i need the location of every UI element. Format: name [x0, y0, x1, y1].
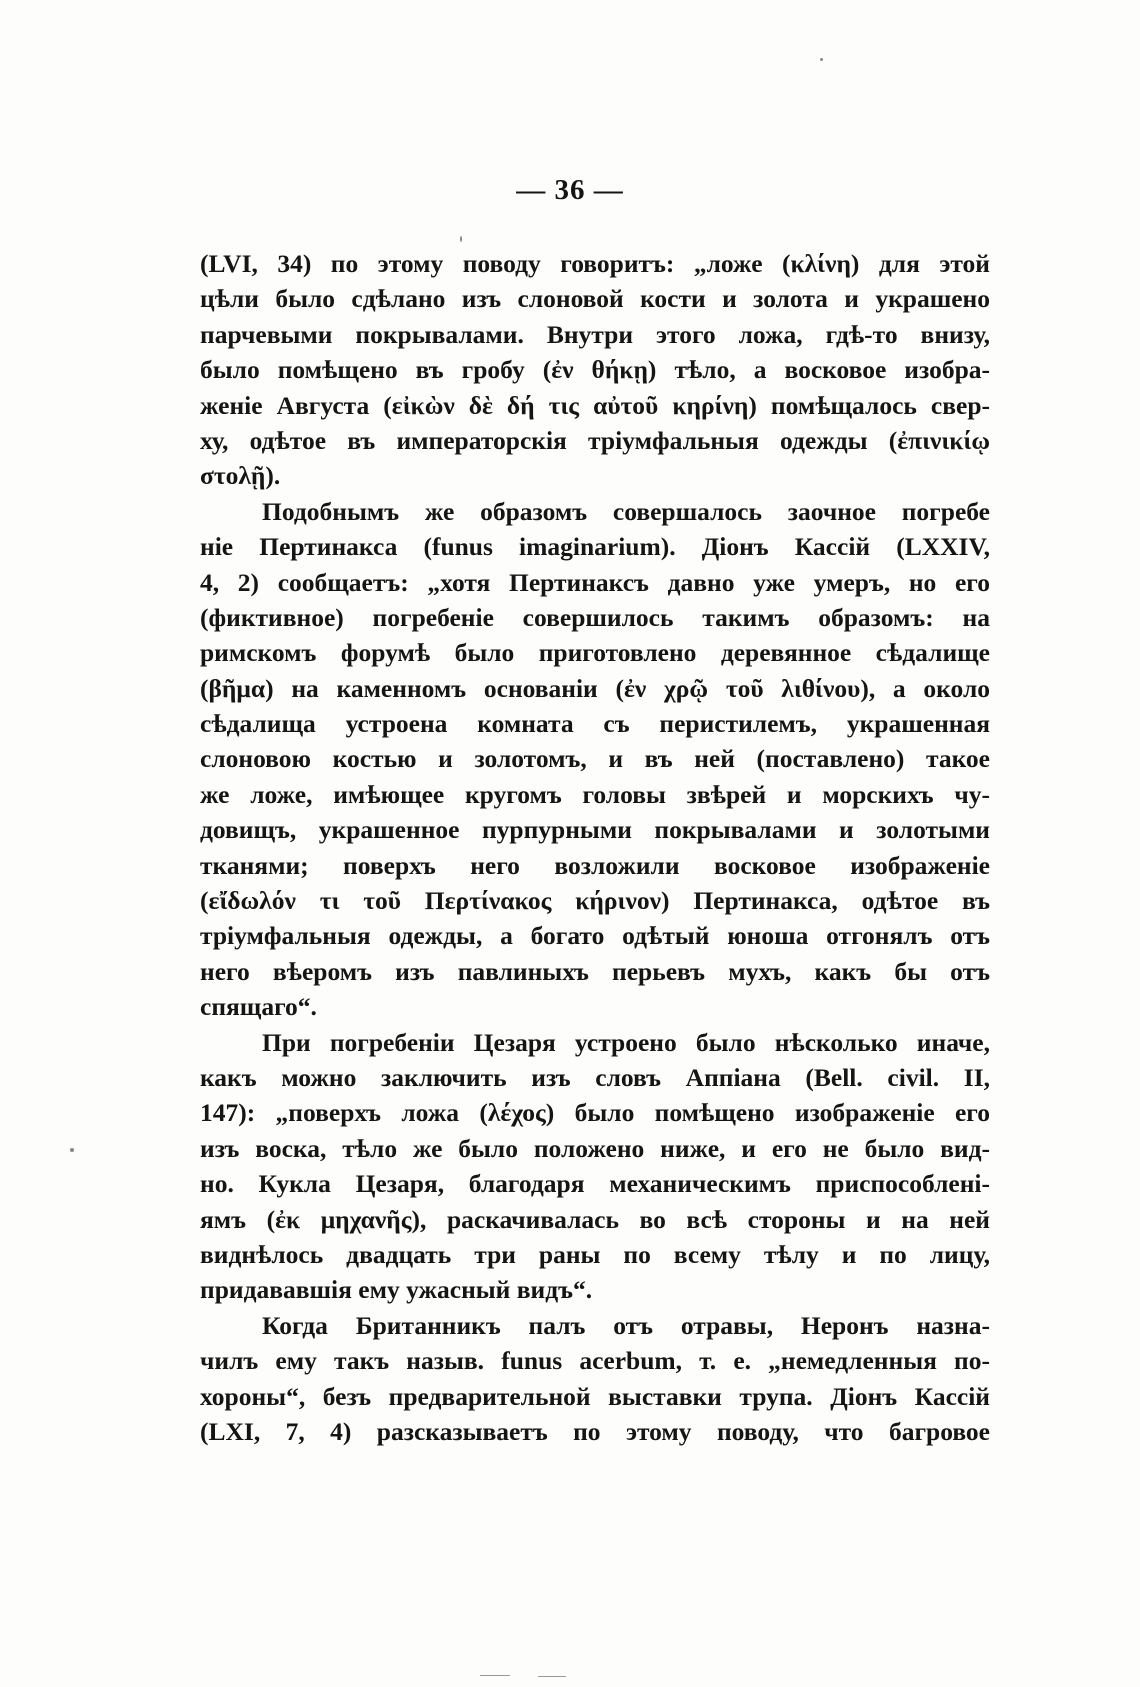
- text-line: изъ воска, тѣло же было положено ниже, и его не было вид-: [200, 1133, 990, 1163]
- paper-speck: [820, 58, 823, 61]
- text-line: же ложе, имѣющее кругомъ головы звѣрей и морскихъ чу-: [200, 779, 990, 809]
- page-number: — 36 —: [516, 174, 624, 206]
- paragraph-start-line: Когда Британникъ палъ отъ отравы, Неронъ назна-: [262, 1310, 990, 1340]
- text-line: (LVI, 34) по этому поводу говоритъ: „ложе (κλίνη) для этой: [200, 249, 990, 278]
- text-line: тканями; поверхъ него возложили восковое изображеніе: [200, 850, 990, 880]
- text-line: сѣдалища устроена комната съ перистилемъ, украшенная: [200, 709, 990, 739]
- text-line: 147): „поверхъ ложа (λέχος) было помѣщено изображеніе его: [200, 1098, 990, 1128]
- text-line: чилъ ему такъ назыв. funus acerbum, т. е. „немедленныя по-: [200, 1346, 990, 1376]
- text-line: 4, 2) сообщаетъ: „хотя Пертинаксъ давно уже умеръ, но его: [200, 567, 990, 597]
- text-line: римскомъ форумѣ было приготовлено деревянное сѣдалище: [200, 638, 990, 668]
- paper-speck: [70, 1148, 74, 1152]
- text-line: цѣли было сдѣлано изъ слоновой кости и золота и украшено: [200, 284, 990, 314]
- paper-speck: [460, 236, 462, 242]
- text-line: хороны“, безъ предварительной выставки трупа. Діонъ Кассій: [200, 1381, 990, 1411]
- text-line: (фиктивное) погребеніе совершилось такимъ образомъ: на: [200, 602, 990, 632]
- text-line: женіе Августа (εἰκὼν δὲ δή τις αὐτοῦ κηρίνη) помѣщалось свер-: [200, 390, 990, 420]
- text-line: но. Кукла Цезаря, благодаря механическимъ приспособлені-: [200, 1169, 990, 1199]
- text-line: ху, одѣтое въ императорскія тріумфальныя одежды (ἐπινικίῳ: [200, 425, 990, 455]
- text-line: (LXI, 7, 4) разсказываетъ по этому поводу, что багровое: [200, 1416, 990, 1446]
- text-line: парчевыми покрывалами. Внутри этого ложа, гдѣ-то внизу,: [200, 319, 990, 349]
- text-line: στολῇ).: [200, 461, 281, 491]
- text-line: придававшія ему ужасный видъ“.: [200, 1275, 593, 1305]
- scan-mark: [538, 1676, 566, 1677]
- text-line: ніе Пертинакса (funus imaginarium). Діонъ Кассій (LXXIV,: [200, 532, 990, 562]
- paragraph-start-line: При погребеніи Цезаря устроено было нѣсколько иначе,: [262, 1027, 990, 1057]
- text-line: него вѣеромъ изъ павлиныхъ перьевъ мухъ, какъ бы отъ: [200, 956, 990, 986]
- text-line: (βῆμα) на каменномъ основаніи (ἐν χρῷ τοῦ λιθίνου), а около: [200, 673, 990, 703]
- paragraph-start-line: Подобнымъ же образомъ совершалось заочное погребе: [262, 496, 990, 526]
- text-line: слоновою костью и золотомъ, и въ ней (поставлено) такое: [200, 744, 990, 774]
- text-line: довищъ, украшенное пурпурными покрывалами и золотыми: [200, 815, 990, 845]
- text-line: виднѣлось двадцать три раны по всему тѣлу и по лицу,: [200, 1239, 990, 1269]
- text-line: было помѣщено въ гробу (ἐν θήκῃ) тѣло, а восковое изобра-: [200, 355, 990, 385]
- text-line: какъ можно заключить изъ словъ Аппіана (Bell. civil. II,: [200, 1062, 990, 1092]
- body-text: [200, 246, 990, 1449]
- scan-mark: [480, 1675, 510, 1676]
- text-line: спящаго“.: [200, 992, 317, 1022]
- text-line: (εἴδωλόν τι τοῦ Περτίνακος κήρινον) Пертинакса, одѣтое въ: [200, 886, 990, 916]
- text-line: тріумфальныя одежды, а богато одѣтый юноша отгонялъ отъ: [200, 921, 990, 951]
- text-line: ямъ (ἐκ μηχανῆς), раскачивалась во всѣ стороны и на ней: [200, 1204, 990, 1234]
